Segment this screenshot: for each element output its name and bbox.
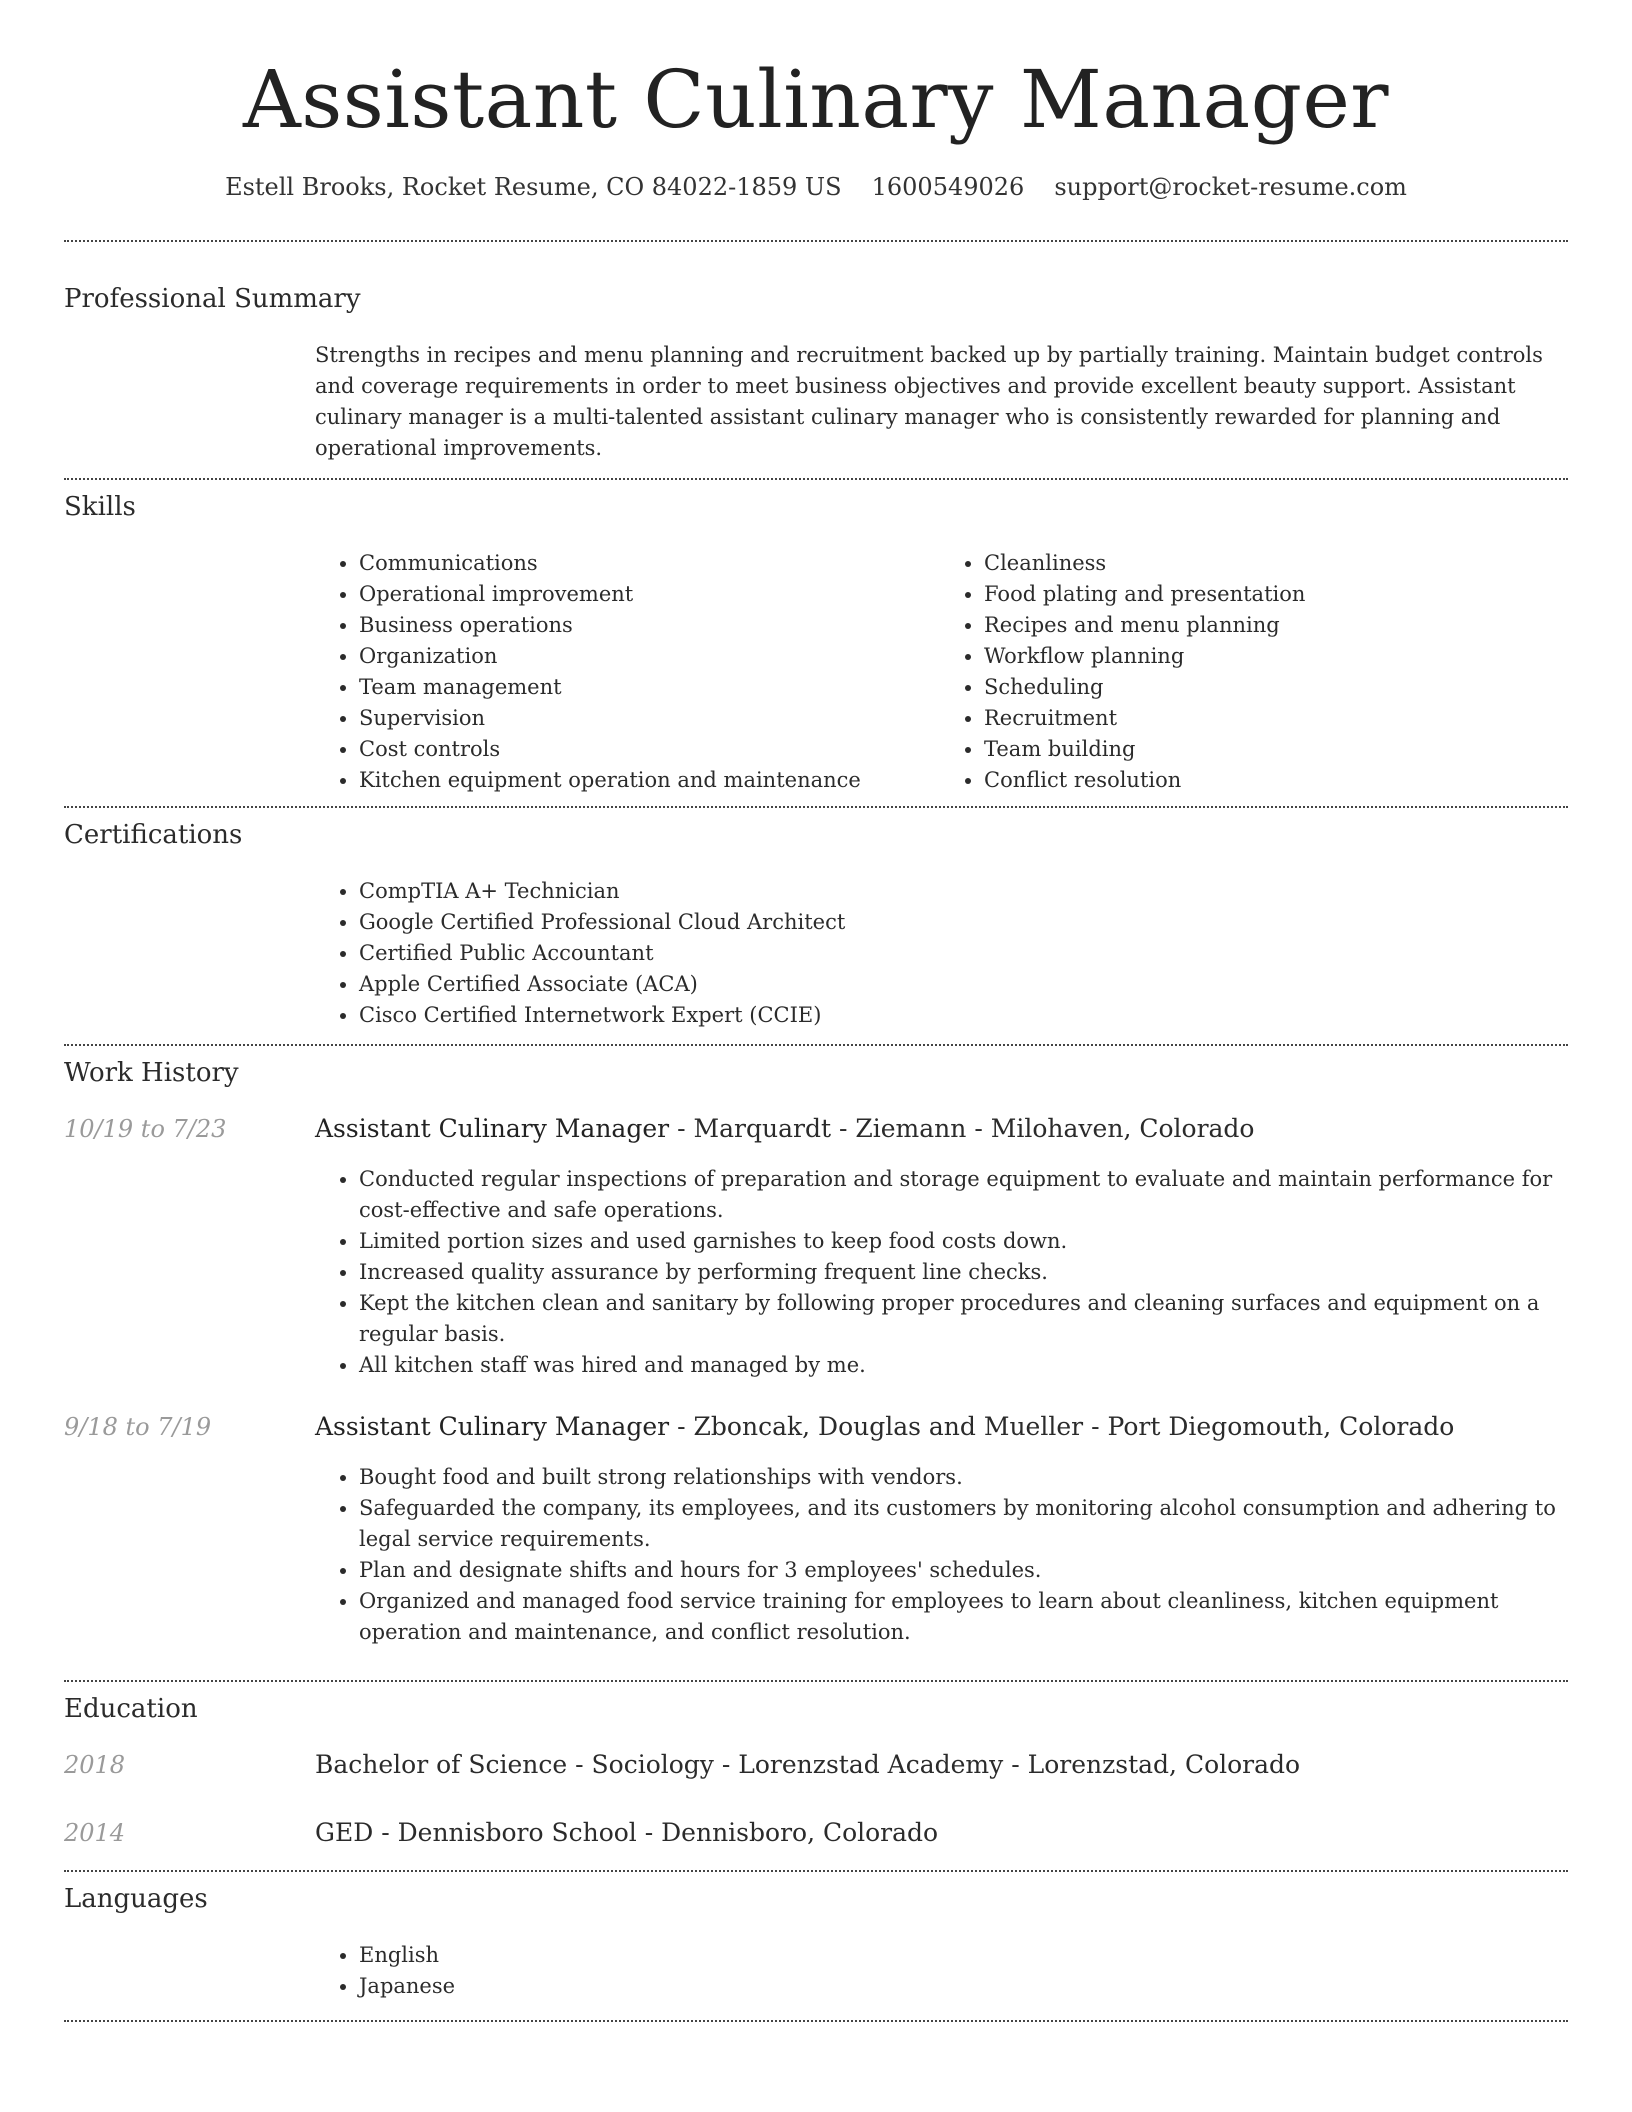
skill-item: • Operational improvement: [359, 579, 940, 610]
languages-block: [315, 1940, 1565, 2002]
job-bullets-block: [315, 1164, 1565, 1381]
divider: [64, 478, 1568, 480]
language-item: • Japanese: [359, 1971, 1565, 2002]
job-role: Assistant Culinary Manager: [315, 1412, 670, 1441]
section-title-skills: Skills: [64, 492, 136, 522]
section-title-work-history: Work History: [64, 1058, 239, 1088]
skill-item: • Recipes and menu planning: [984, 610, 1565, 641]
section-title-education: Education: [64, 1694, 198, 1724]
language-item: • English: [359, 1940, 1565, 1971]
job-bullet: • Kept the kitchen clean and sanitary by following proper procedures and cleaning surfaces and equipment on a regular basis.: [359, 1288, 1565, 1350]
job-dates: 10/19 to 7/23: [64, 1115, 227, 1143]
divider: [64, 1680, 1568, 1682]
education-entry: GED - Dennisboro School - Dennisboro, Colorado: [315, 1818, 939, 1847]
contact-address: Estell Brooks, Rocket Resume, CO 84022-1859 US: [225, 173, 842, 201]
certification-item: • Google Certified Professional Cloud Architect: [359, 907, 1565, 938]
job-bullet: • Increased quality assurance by performing frequent line checks.: [359, 1257, 1565, 1288]
skill-item: • Cost controls: [359, 734, 940, 765]
contact-phone: 1600549026: [871, 173, 1025, 201]
divider: [64, 240, 1568, 242]
certification-item: • CompTIA A+ Technician: [359, 876, 1565, 907]
job-bullet: • Limited portion sizes and used garnishes to keep food costs down.: [359, 1226, 1565, 1257]
education-year: 2014: [64, 1819, 126, 1847]
skill-item: • Workflow planning: [984, 641, 1565, 672]
job-bullets: [315, 1462, 1565, 1648]
job-bullets-block: [315, 1462, 1565, 1648]
job-bullet: • All kitchen staff was hired and managed by me.: [359, 1350, 1565, 1381]
languages-list: [315, 1940, 1565, 2002]
skill-item: • Food plating and presentation: [984, 579, 1565, 610]
skill-item: • Team building: [984, 734, 1565, 765]
job-role: Assistant Culinary Manager: [315, 1114, 670, 1143]
divider: [64, 1870, 1568, 1872]
job-bullet: • Organized and managed food service training for employees to learn about cleanliness, kitchen equipment operation and maintenance, and conflict resolution.: [359, 1586, 1565, 1648]
skill-item: • Scheduling: [984, 672, 1565, 703]
divider: [64, 1044, 1568, 1046]
certifications-list: [315, 876, 1565, 1031]
skill-item: • Team management: [359, 672, 940, 703]
certification-item: • Apple Certified Associate (ACA): [359, 969, 1565, 1000]
skill-item: • Kitchen equipment operation and maintenance: [359, 765, 940, 796]
skill-item: • Organization: [359, 641, 940, 672]
summary-text: Strengths in recipes and menu planning and recruitment backed up by partially training. Maintain budget controls and coverage requirements in order to meet business objectives and provide excellent beauty support. Assistant culinary manager is a multi-talented assistant culinary manager who is consistently rewarded for planning and operational improvements.: [315, 343, 1543, 460]
section-title-summary: Professional Summary: [64, 284, 361, 314]
section-title-certifications: Certifications: [64, 820, 243, 850]
skill-item: • Communications: [359, 548, 940, 579]
job-location: Milohaven, Colorado: [990, 1114, 1255, 1143]
job-bullet: • Conducted regular inspections of preparation and storage equipment to evaluate and maintain performance for cost-effective and safe operations.: [359, 1164, 1565, 1226]
job-title: Assistant Culinary Manager - Marquardt - Ziemann - Milohaven, Colorado: [315, 1114, 1255, 1143]
divider: [64, 2020, 1568, 2022]
job-bullet: • Plan and designate shifts and hours for 3 employees' schedules.: [359, 1555, 1565, 1586]
skills-list-left: [315, 548, 940, 796]
job-company: Marquardt - Ziemann: [693, 1114, 967, 1143]
skill-item: • Supervision: [359, 703, 940, 734]
contact-email: support@rocket-resume.com: [1054, 173, 1407, 201]
skills-block: [315, 548, 1565, 796]
skill-item: • Recruitment: [984, 703, 1565, 734]
certification-item: • Certified Public Accountant: [359, 938, 1565, 969]
section-title-languages: Languages: [64, 1884, 208, 1914]
job-bullet: • Safeguarded the company, its employees, and its customers by monitoring alcohol consumption and adhering to legal service requirements.: [359, 1493, 1565, 1555]
job-location: Port Diegomouth, Colorado: [1107, 1412, 1455, 1441]
divider: [64, 806, 1568, 808]
education-year: 2018: [64, 1751, 126, 1779]
job-title: Assistant Culinary Manager - Zboncak, Douglas and Mueller - Port Diegomouth, Colorado: [315, 1412, 1455, 1441]
summary-block: [315, 340, 1565, 464]
job-bullet: • Bought food and built strong relationships with vendors.: [359, 1462, 1565, 1493]
job-dates: 9/18 to 7/19: [64, 1413, 212, 1441]
job-company: Zboncak, Douglas and Mueller: [693, 1412, 1084, 1441]
education-entry: Bachelor of Science - Sociology - Lorenzstad Academy - Lorenzstad, Colorado: [315, 1750, 1301, 1779]
job-bullets: [315, 1164, 1565, 1381]
resume-title: Assistant Culinary Manager: [242, 53, 1390, 146]
certifications-block: [315, 876, 1565, 1031]
certification-item: • Cisco Certified Internetwork Expert (CCIE): [359, 1000, 1565, 1031]
skills-list-right: [940, 548, 1565, 796]
skill-item: • Conflict resolution: [984, 765, 1565, 796]
skill-item: • Cleanliness: [984, 548, 1565, 579]
contact-line: [0, 170, 1632, 204]
skill-item: • Business operations: [359, 610, 940, 641]
